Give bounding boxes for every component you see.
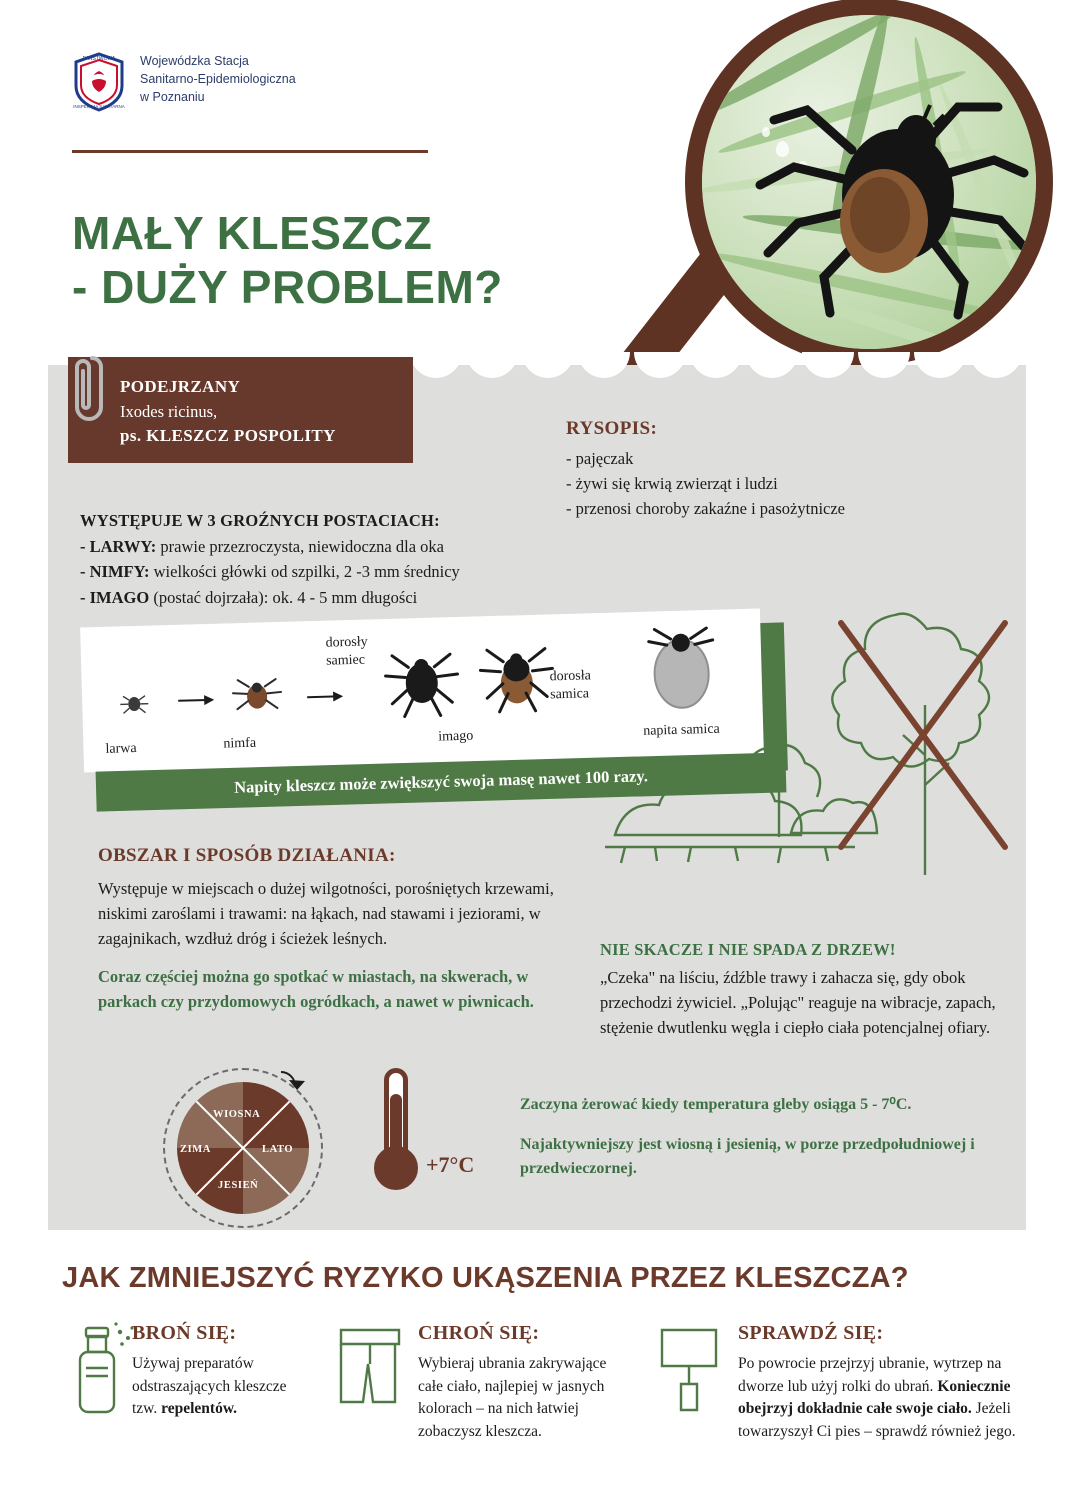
season-label-zima: ZIMA xyxy=(180,1144,211,1155)
suspect-label: PODEJRZANY xyxy=(120,377,241,396)
prevention-text-1: Używaj preparatów odstraszających kleszcze tzw. xyxy=(132,1355,287,1418)
jump-paragraph: „Czeka" na liściu, źdźble trawy i zahacza się, gdy obok przechodzi żywiciel. „Polując" reaguje na wibracje, zapach, stężenie dwutlenku węgla i ciepło ciała potencjalnej ofiary. xyxy=(600,968,996,1037)
seasons-wheel xyxy=(163,1068,323,1228)
header-divider xyxy=(72,150,428,153)
organization-name xyxy=(140,52,296,106)
forms-item-desc: wielkości główki od szpilki, 2 -3 mm średnicy xyxy=(149,562,460,582)
svg-text:PAŃSTWOWA: PAŃSTWOWA xyxy=(82,56,116,62)
forms-item-desc: (postać dojrzała): ok. 4 - 5 mm długości xyxy=(149,587,418,607)
forms-item xyxy=(80,534,700,560)
area-heading: OBSZAR I SPOSÓB DZIAŁANIA: xyxy=(98,845,396,866)
description-block xyxy=(566,418,996,521)
title-line-1: MAŁY KLESZCZ xyxy=(72,206,433,259)
panstwowa-inspekcja-sanitarna-logo xyxy=(72,52,126,112)
prevention-heading-3: SPRAWDŹ SIĘ: xyxy=(738,1322,884,1344)
temperature-notes xyxy=(520,1093,990,1197)
lifecycle-banner-text: Napity kleszcz może zwiększyć swoja masę nawet 100 razy. xyxy=(233,766,649,797)
lint-roller-icon xyxy=(648,1318,738,1423)
suspect-card xyxy=(68,357,413,463)
title-line-2: - DUŻY PROBLEM? xyxy=(72,261,503,314)
habitat-illustration xyxy=(595,585,1015,915)
prevention-column-1 xyxy=(132,1322,312,1421)
prevention-text-3-tail: Jeżeli towarzyszył Ci pies – sprawdź również jego. xyxy=(738,1400,1016,1440)
season-label-lato: LATO xyxy=(262,1144,294,1155)
suspect-species: Ixodes ricinus, xyxy=(120,401,218,421)
prevention-text-3-bold: Koniecznie obejrzyj dokładnie całe swoje ciało. xyxy=(738,1377,1011,1418)
description-item: - pajęczak xyxy=(566,449,634,468)
forms-heading: WYSTĘPUJE W 3 GROŹNYCH POSTACIACH: xyxy=(80,511,440,530)
area-block xyxy=(98,845,568,1029)
panel-scallop-edge xyxy=(410,365,1026,391)
description-item: - żywi się krwią zwierząt i ludzi xyxy=(566,474,778,494)
org-line-3: w Poznaniu xyxy=(140,90,205,105)
prevention-title: JAK ZMNIEJSZYĆ RYZYKO UKĄSZENIA PRZEZ KLESZCZA? xyxy=(62,1262,909,1294)
prevention-text-2: Wybieraj ubrania zakrywające całe ciało, najlepiej w jasnych kolorach – na nich łatwiej zobaczysz kleszcza. xyxy=(418,1355,607,1440)
forms-item-name: - LARWY: xyxy=(80,536,157,556)
shorts-icon xyxy=(325,1318,415,1423)
lifecycle-label-larwa: larwa xyxy=(105,740,137,757)
temperature-note-2: Najaktywniejszy jest wiosną i jesienią, w porze przedpołudniowej i przedwieczornej. xyxy=(520,1136,975,1177)
org-line-2: Sanitarno-Epidemiologiczna xyxy=(140,72,296,87)
jump-heading: NIE SKACZE I NIE SPADA Z DRZEW! xyxy=(600,940,896,959)
area-highlight: Coraz częściej można go spotkać w miastach, na skwerach, w parkach czy przydomowych ogródkach, a nawet w piwnicach. xyxy=(98,967,534,1011)
page-title xyxy=(72,206,503,315)
prevention-heading-2: CHROŃ SIĘ: xyxy=(418,1322,540,1344)
lifecycle-label-nimfa: nimfa xyxy=(223,735,257,752)
description-heading: RYSOPIS: xyxy=(566,418,658,439)
area-paragraph: Występuje w miejscach o dużej wilgotności, porośniętych krzewami, niskimi zaroślami i trawami: na łąkach, nad stawami i jeziorami, w zagajnikach, wzdłuż dróg i ścieżek leśnych. xyxy=(98,879,554,948)
svg-text:INSPEKCJA SANITARNA: INSPEKCJA SANITARNA xyxy=(73,104,125,109)
magnifier-illustration xyxy=(665,0,1065,410)
lifecycle-label-imago: imago xyxy=(438,728,474,745)
jump-block xyxy=(600,940,1020,1040)
magnifier-lens xyxy=(685,0,1053,366)
forms-item-name: - IMAGO xyxy=(80,587,150,607)
lifecycle-label-dorosla-samica: dorosła samica xyxy=(549,668,592,702)
description-item: - przenosi choroby zakaźne i pasożytnicze xyxy=(566,499,845,519)
thermometer-icon xyxy=(368,1068,475,1198)
prevention-column-2 xyxy=(418,1322,623,1444)
forms-item xyxy=(80,559,700,585)
season-label-wiosna: WIOSNA xyxy=(213,1109,261,1120)
paperclip-icon xyxy=(70,350,104,420)
forms-item-name: - NIMFY: xyxy=(80,562,150,582)
temperature-note-1: Zaczyna żerować kiedy temperatura gleby osiąga 5 - 7⁰C. xyxy=(520,1096,912,1113)
lifecycle-label-napita-samica: napita samica xyxy=(643,721,720,739)
organization-logo-block xyxy=(72,52,296,112)
forms-item-desc: prawie przezroczysta, niewidoczna dla oka xyxy=(156,536,444,556)
prevention-text-3: Po powrocie przejrzyj ubranie, wytrzep na dworze lub użyj rolki do ubrań. xyxy=(738,1355,1002,1395)
prevention-column-3 xyxy=(738,1322,1033,1444)
org-line-1: Wojewódzka Stacja xyxy=(140,54,249,68)
season-label-jesien: JESIEŃ xyxy=(218,1180,259,1191)
thermometer-value: +7°C xyxy=(426,1152,475,1177)
prevention-heading-1: BROŃ SIĘ: xyxy=(132,1322,237,1344)
prevention-text-1-bold: repelentów. xyxy=(161,1400,238,1418)
lifecycle-label-dorosly-samiec: dorosły samiec xyxy=(325,634,368,669)
suspect-alias: ps. KLESZCZ POSPOLITY xyxy=(120,425,336,445)
